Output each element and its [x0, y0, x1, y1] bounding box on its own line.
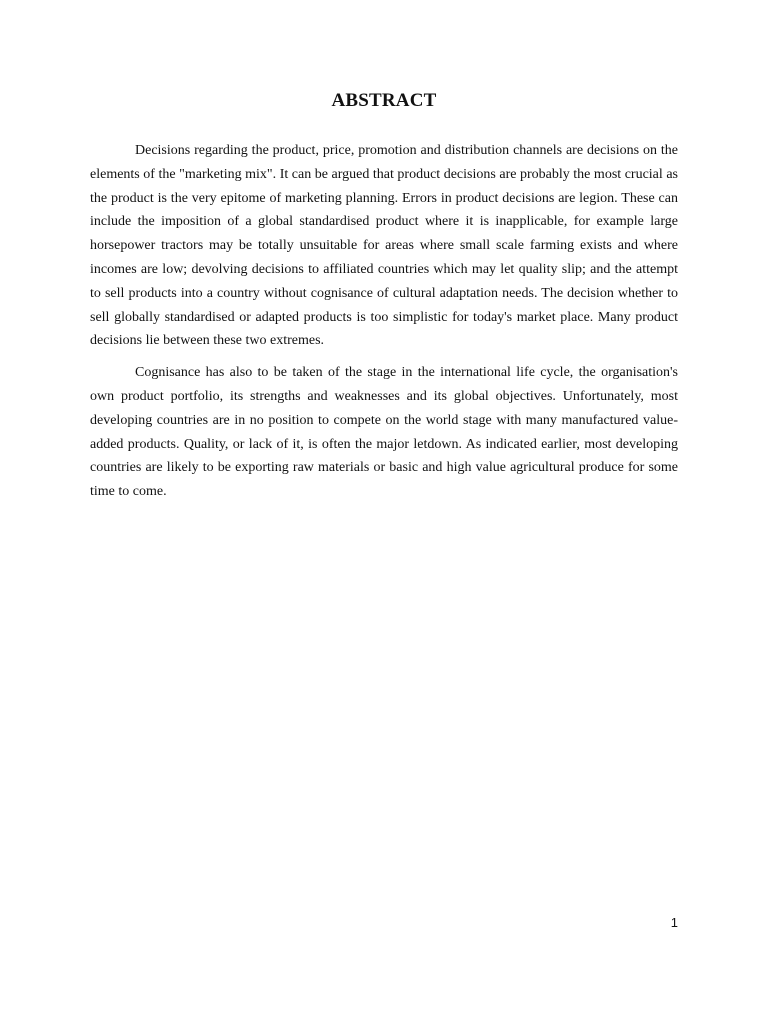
paragraph-marketing-mix: Decisions regarding the product, price, promotion and distribution channels are decisions on the elements of the "marketing mix". It can be argued that product decisions are probably the most crucial as the product is the very epitome of marketing planning. Errors in product decisions are legion. These can include the imposition of a global standardised product where it is inapplicable, for example large horsepower tractors may be totally unsuitable for areas where small scale farming exists and where incomes are low; devolving decisions to affiliated countries which may let quality slip; and the attempt to sell products into a country without cognisance of cultural adaptation needs. The decision whether to sell globally standardised or adapted products is too simplistic for today's market place. Many product decisions lie between these two extremes.: [90, 143, 678, 349]
page-number: 1: [670, 915, 678, 930]
paragraph-life-cycle: Cognisance has also to be taken of the stage in the international life cycle, the organisation's own product portfolio, its strengths and weaknesses and its global objectives. Unfortunately, most developing countries are in no position to compete on the world stage with many manufactured value-added products. Quality, or lack of it, is often the major letdown. As indicated earlier, most developing countries are likely to be exporting raw materials or basic and high value agricultural produce for some time to come.: [90, 365, 678, 500]
abstract-body: [90, 139, 678, 504]
page-title: ABSTRACT: [331, 90, 437, 111]
